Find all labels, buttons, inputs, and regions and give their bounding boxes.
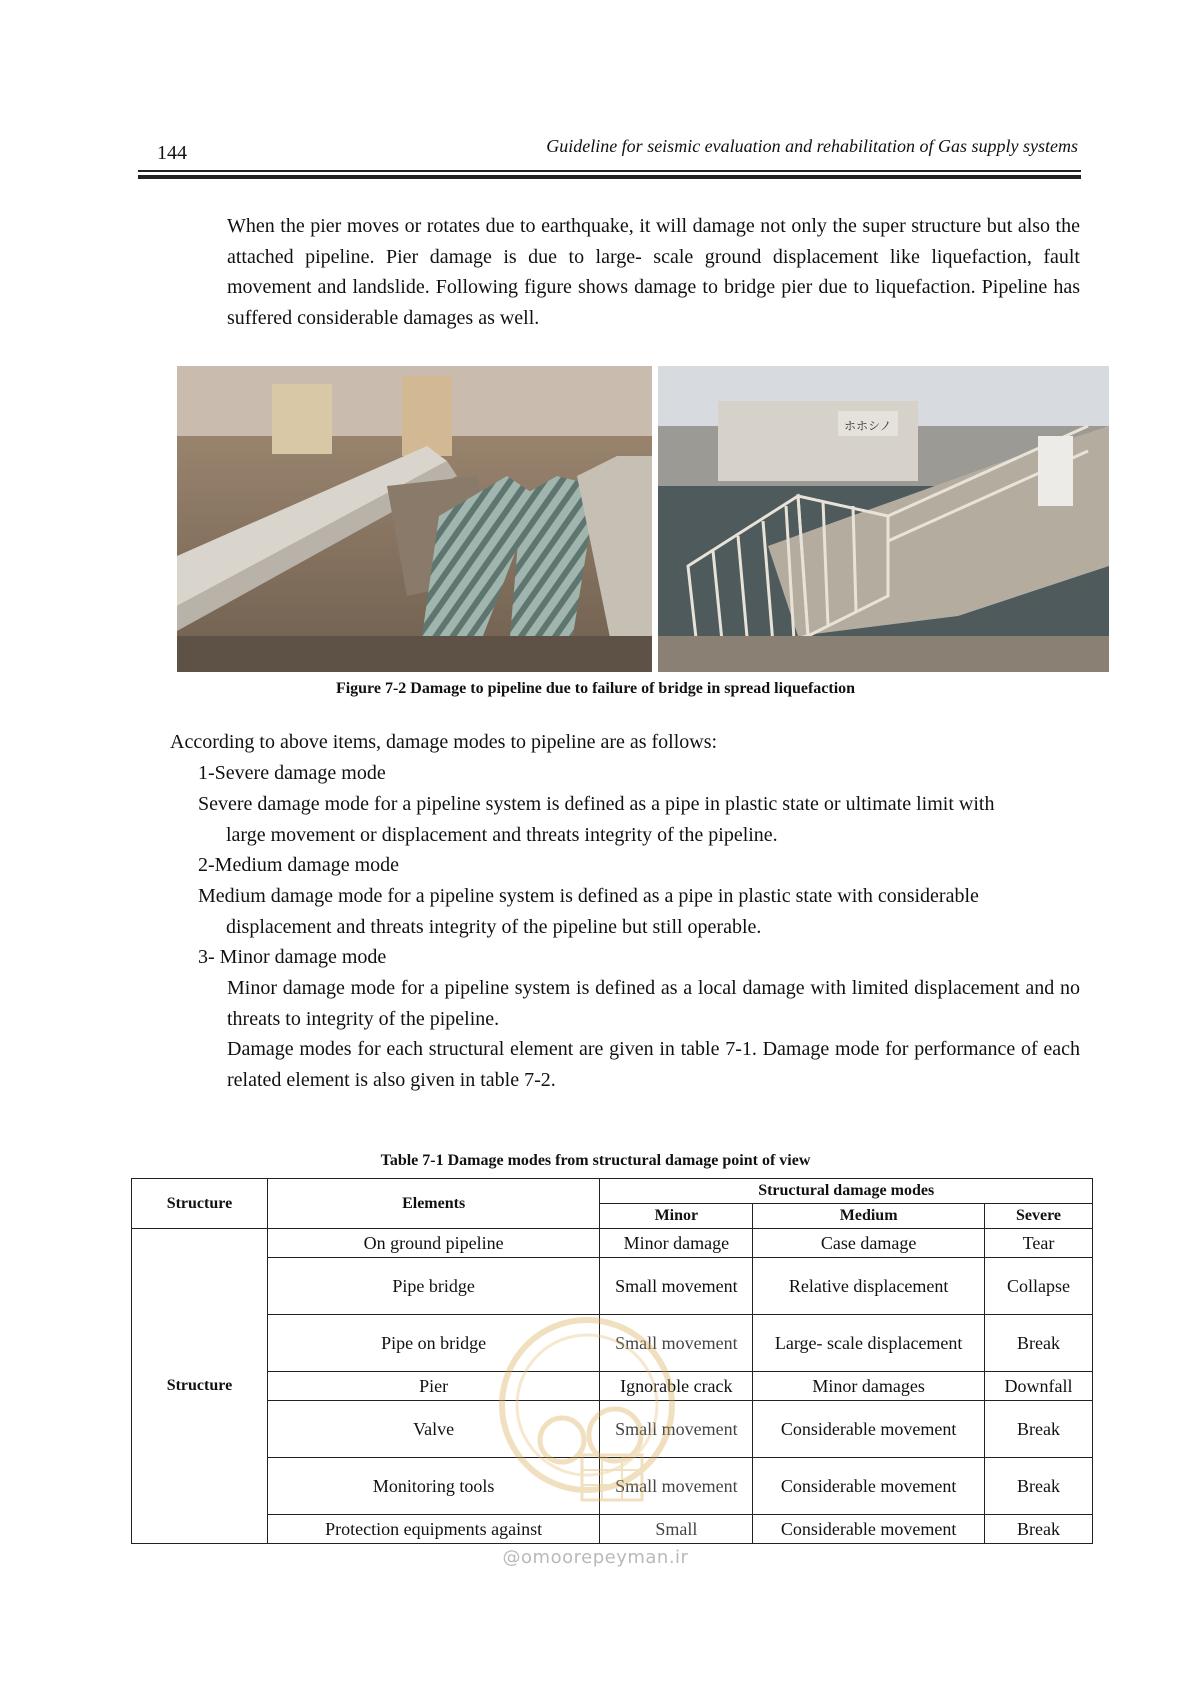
header-rule-thin xyxy=(138,170,1081,172)
table-row xyxy=(132,1229,1093,1258)
cell-medium: Minor damages xyxy=(753,1372,985,1401)
watermark-text: @omoorepeyman.ir xyxy=(502,1547,689,1568)
mode-2-title: 2-Medium damage mode xyxy=(198,854,400,876)
header-structural-damage-modes: Structural damage modes xyxy=(600,1179,1093,1204)
header-severe: Severe xyxy=(985,1204,1093,1229)
header-minor: Minor xyxy=(600,1204,753,1229)
cell-medium: Case damage xyxy=(753,1229,985,1258)
cell-severe: Collapse xyxy=(985,1258,1093,1315)
cell-element: Valve xyxy=(267,1401,600,1458)
cell-element: Monitoring tools xyxy=(267,1458,600,1515)
cell-minor: Minor damage xyxy=(600,1229,753,1258)
cell-severe: Break xyxy=(985,1458,1093,1515)
table-row xyxy=(132,1515,1093,1544)
closing-paragraph: Damage modes for each structural element are given in table 7-1. Damage mode for performance of each related element is also given in table 7-2. xyxy=(227,1038,1080,1091)
cell-element: Pipe on bridge xyxy=(267,1315,600,1372)
mode-2-desc-first-line: Medium damage mode for a pipeline system is defined as a pipe in plastic state with considerable xyxy=(198,885,979,907)
cell-minor: Small movement xyxy=(600,1458,753,1515)
table-row xyxy=(132,1401,1093,1458)
mode-1-description xyxy=(198,789,1080,850)
cell-minor: Small movement xyxy=(600,1315,753,1372)
running-title: Guideline for seismic evaluation and rehabilitation of Gas supply systems xyxy=(546,136,1078,156)
cell-element: Pipe bridge xyxy=(267,1258,600,1315)
cell-minor: Ignorable crack xyxy=(600,1372,753,1401)
cell-minor: Small movement xyxy=(600,1401,753,1458)
cell-severe: Break xyxy=(985,1401,1093,1458)
table-row xyxy=(132,1372,1093,1401)
figure-photo-left xyxy=(177,366,652,672)
header-structure: Structure xyxy=(132,1179,268,1229)
cell-element: Protection equipments against xyxy=(267,1515,600,1544)
cell-minor: Small movement xyxy=(600,1258,753,1315)
table-row xyxy=(132,1458,1093,1515)
mode-2-description xyxy=(198,881,1080,942)
mode-1-desc-first-line: Severe damage mode for a pipeline system is defined as a pipe in plastic state or ultimate limit with xyxy=(198,793,995,815)
cell-medium: Considerable movement xyxy=(753,1401,985,1458)
page-number: 144 xyxy=(157,142,187,164)
cell-element: On ground pipeline xyxy=(267,1229,600,1258)
table-caption: Table 7-1 Damage modes from structural damage point of view xyxy=(380,1152,811,1169)
building-sign: ホホシノ xyxy=(844,419,892,433)
intro-paragraph: When the pier moves or rotates due to earthquake, it will damage not only the super structure but also the attached pipeline. Pier damage is due to large- scale ground displacement like liquefaction, fault movement and landslide. Following figure shows damage to bridge pier due to liquefaction. Pipeline has suffered considerable damages as well. xyxy=(227,215,1080,329)
cell-medium: Considerable movement xyxy=(753,1458,985,1515)
row-group-label: Structure xyxy=(132,1229,268,1544)
damage-modes-table xyxy=(131,1178,1093,1544)
cell-severe: Tear xyxy=(985,1229,1093,1258)
mode-3-title: 3- Minor damage mode xyxy=(198,946,387,968)
figure-caption: Figure 7-2 Damage to pipeline due to failure of bridge in spread liquefaction xyxy=(335,680,856,697)
header-rule-thick xyxy=(138,175,1081,179)
cell-severe: Break xyxy=(985,1515,1093,1544)
mode-3-description: Minor damage mode for a pipeline system is defined as a local damage with limited displacement and no threats to integrity of the pipeline. xyxy=(227,977,1080,1030)
modes-intro: According to above items, damage modes to pipeline are as follows: xyxy=(170,731,718,753)
header-medium: Medium xyxy=(753,1204,985,1229)
table-row xyxy=(132,1258,1093,1315)
cell-medium: Relative displacement xyxy=(753,1258,985,1315)
figure xyxy=(177,366,1109,672)
mode-1-title: 1-Severe damage mode xyxy=(198,762,386,784)
table-row xyxy=(132,1315,1093,1372)
cell-severe: Downfall xyxy=(985,1372,1093,1401)
table-header-row xyxy=(132,1179,1093,1204)
cell-severe: Break xyxy=(985,1315,1093,1372)
cell-minor: Small xyxy=(600,1515,753,1544)
cell-medium: Large- scale displacement xyxy=(753,1315,985,1372)
cell-medium: Considerable movement xyxy=(753,1515,985,1544)
mode-1-desc-continuation: large movement or displacement and threats integrity of the pipeline. xyxy=(226,823,778,846)
header-elements: Elements xyxy=(267,1179,600,1229)
figure-photo-right xyxy=(658,366,1109,672)
mode-2-desc-continuation: displacement and threats integrity of the pipeline but still operable. xyxy=(226,915,762,938)
cell-element: Pier xyxy=(267,1372,600,1401)
